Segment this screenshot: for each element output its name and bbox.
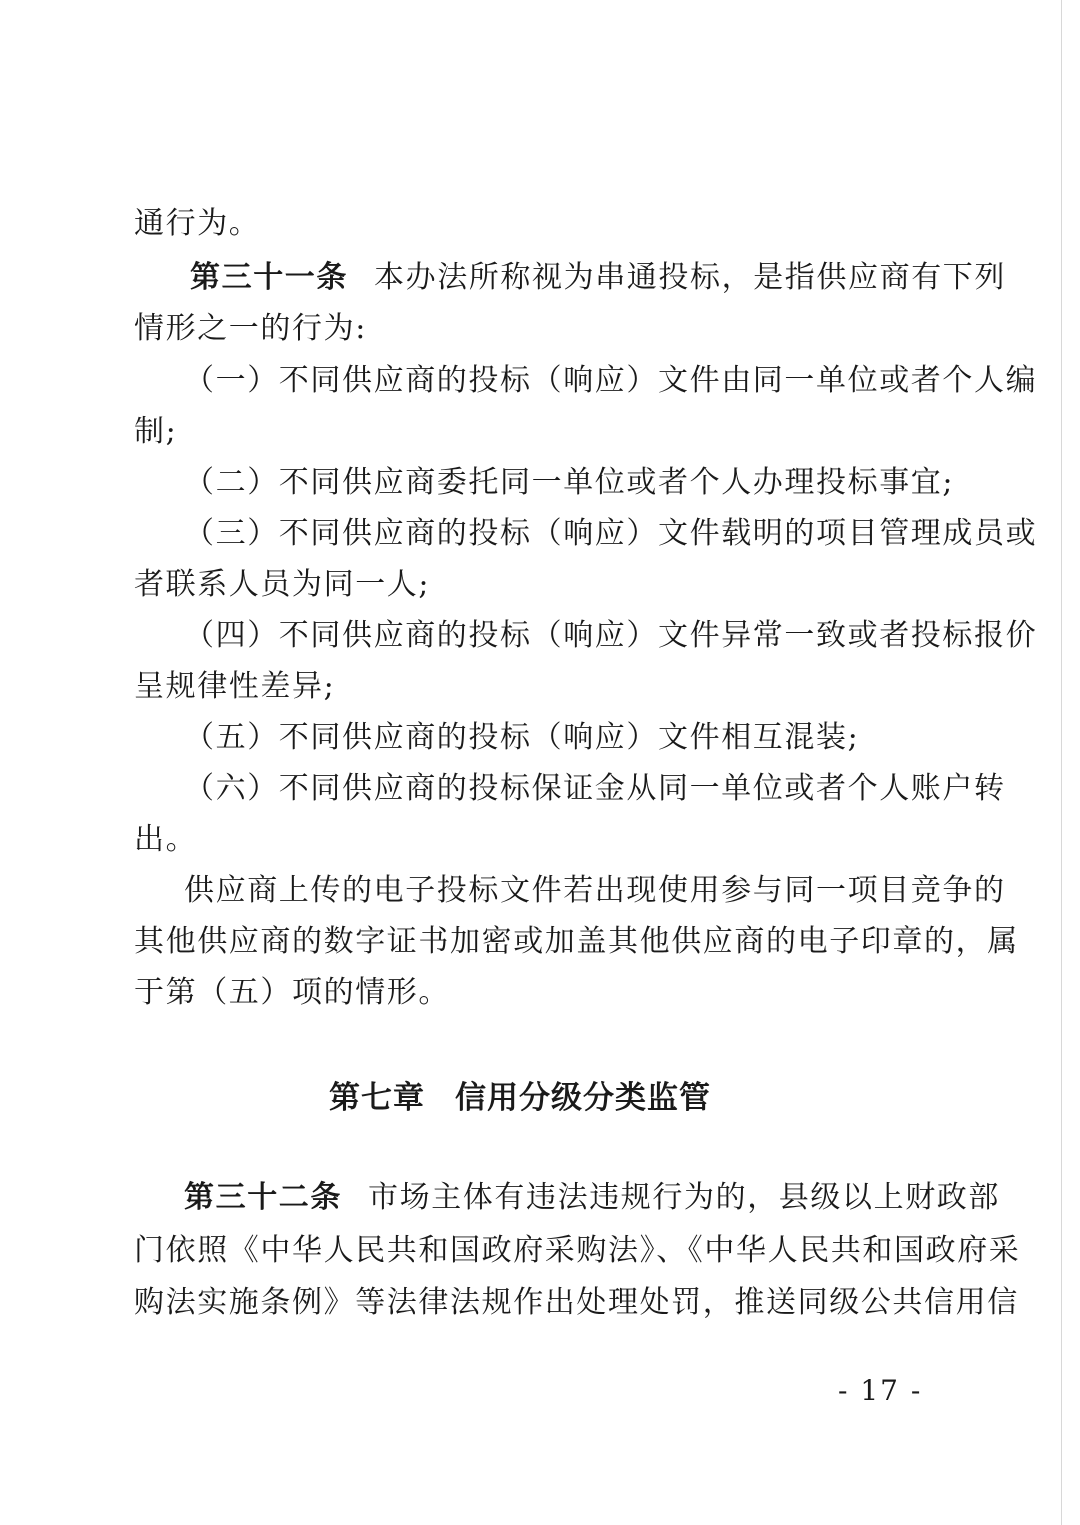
text-line: 购法实施条例》等法律法规作出处理处罚，推送同级公共信用信 [134,1285,1019,1320]
list-item-6-continued: 出。 [134,822,198,857]
text-line: 门依照《中华人民共和国政府采购法》、《中华人民共和国政府采 [134,1233,1021,1268]
text-line: 其他供应商的数字证书加密或加盖其他供应商的电子印章的，属 [134,924,1019,959]
chapter-number: 第七章 [329,1080,425,1116]
text-line: 情形之一的行为: [134,311,367,346]
list-item-4-continued: 呈规律性差异; [134,669,336,704]
list-item-4: （四）不同供应商的投标（响应）文件异常一致或者投标报价 [184,618,1038,653]
article-32-text: 市场主体有违法违规行为的，县级以上财政部 [368,1180,1000,1215]
text-line: 于第（五）项的情形。 [134,975,450,1010]
list-item-5: （五）不同供应商的投标（响应）文件相互混装; [184,720,860,755]
article-31-heading: 第三十一条 [190,260,348,295]
article-31-line [190,260,1006,296]
page-edge-line [1061,0,1062,1525]
chapter-heading [0,1080,1040,1116]
article-31-text: 本办法所称视为串通投标，是指供应商有下列 [374,260,1006,295]
article-32-line [184,1180,1000,1216]
list-item-1-continued: 制; [134,414,178,449]
list-item-2: （二）不同供应商委托同一单位或者个人办理投标事宜; [184,465,955,500]
list-item-3-continued: 者联系人员为同一人; [134,567,431,602]
list-item-6: （六）不同供应商的投标保证金从同一单位或者个人账户转 [184,771,1006,806]
text-line: 供应商上传的电子投标文件若出现使用参与同一项目竞争的 [184,873,1006,908]
chapter-title: 信用分级分类监管 [455,1080,711,1116]
article-32-heading: 第三十二条 [184,1180,342,1215]
list-item-3: （三）不同供应商的投标（响应）文件载明的项目管理成员或 [184,516,1038,551]
text-line: 通行为。 [134,206,261,241]
page-number: - 17 - [838,1374,923,1407]
list-item-1: （一）不同供应商的投标（响应）文件由同一单位或者个人编 [184,363,1038,398]
